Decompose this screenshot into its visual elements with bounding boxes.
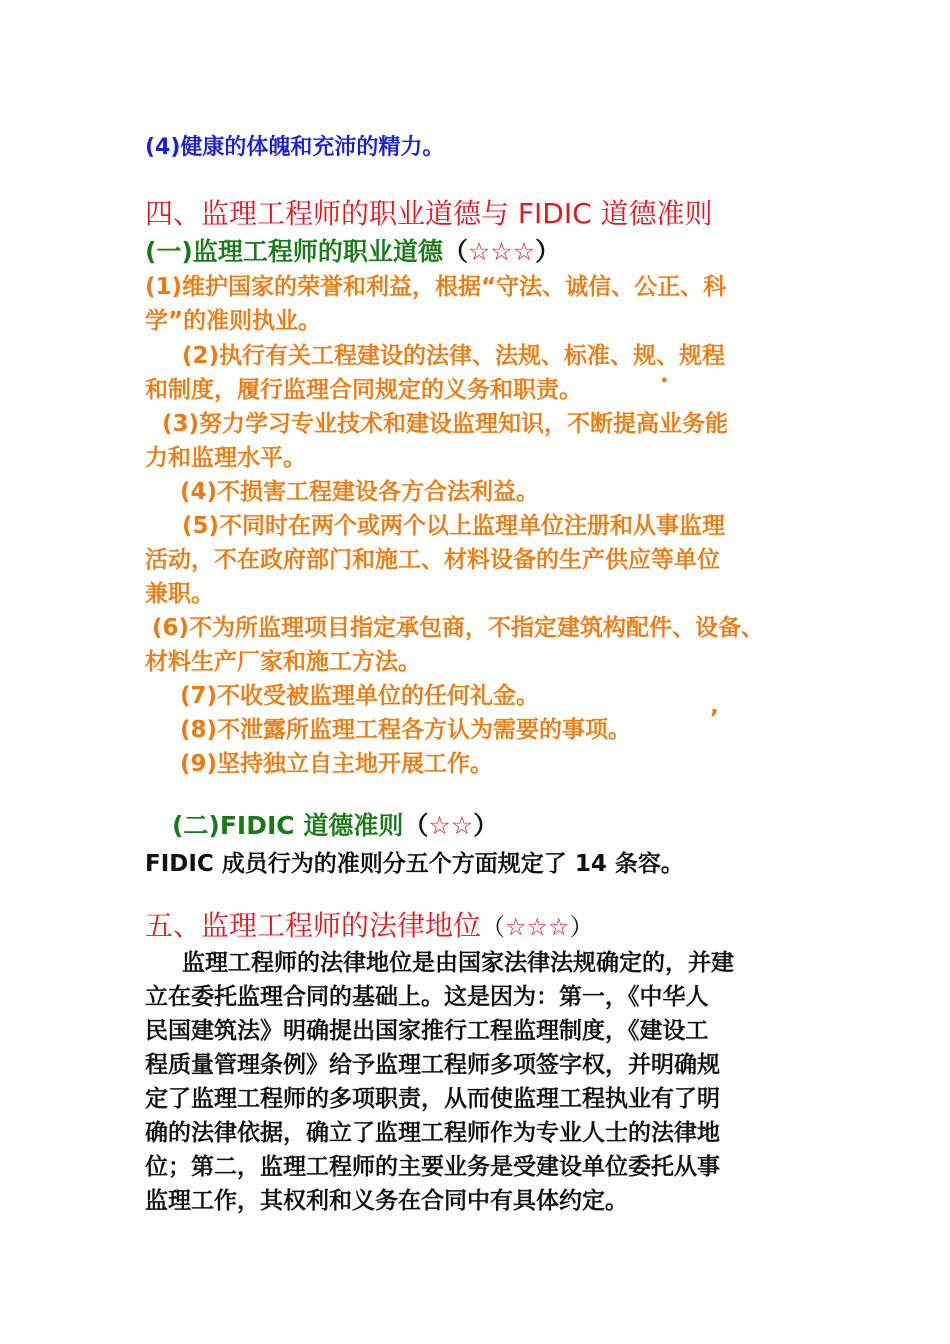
top-item: (4)健康的体魄和充沛的精力。: [145, 135, 445, 160]
ethics-line-9: 活动，不在政府部门和施工、材料设备的生产供应等单位: [145, 547, 720, 573]
legal-line-8: 监理工作，其权利和义务在合同中有具体约定。: [145, 1188, 628, 1214]
sub2-heading-line: [172, 806, 498, 842]
sub1-heading: (一)监理工程师的职业道德: [145, 237, 443, 266]
section4-heading: 四、监理工程师的职业道德与 FIDIC 道德准则: [145, 197, 713, 230]
sub2-stars: ☆☆: [428, 811, 474, 840]
legal-line-7: 位；第二，监理工程师的主要业务是受建设单位委托从事: [145, 1154, 720, 1180]
ethics-mark-dot: ·: [660, 368, 669, 394]
legal-line-5: 定了监理工程师的多项职责，从而使监理工程执业有了明: [145, 1086, 720, 1112]
legal-line-1: 监理工程师的法律地位是由国家法律法规确定的，并建: [182, 950, 734, 976]
ethics-line-5: (3)努力学习专业技术和建设监理知识，不断提高业务能: [162, 411, 729, 437]
sub2-paren-close: ）: [473, 811, 499, 840]
fidic-text: FIDIC 成员行为的准则分五个方面规定了 14 条容。: [145, 851, 684, 877]
ethics-mark-quote: ’: [710, 706, 719, 732]
sub1-stars: ☆☆☆: [467, 237, 536, 266]
ethics-line-14: (8)不泄露所监理工程各方认为需要的事项。: [180, 717, 632, 743]
ethics-line-2: 学”的准则执业。: [145, 308, 322, 334]
ethics-line-11: (6)不为所监理项目指定承包商，不指定建筑构配件、设备、: [152, 615, 765, 641]
legal-line-4: 程质量管理条例》给予监理工程师多项签字权，并明确规: [145, 1052, 720, 1078]
section5-stars: ☆☆☆: [505, 913, 570, 941]
legal-line-2: 立在委托监理合同的基础上。这是因为：第一，《中华人: [145, 984, 709, 1010]
ethics-line-10: 兼职。: [145, 581, 214, 607]
legal-line-6: 确的法律依据，确立了监理工程师作为专业人士的法律地: [145, 1120, 720, 1146]
sub2-heading: (二)FIDIC 道德准则: [172, 811, 404, 840]
section5-heading-line: [145, 904, 594, 944]
ethics-line-12: 材料生产厂家和施工方法。: [145, 649, 421, 675]
section5-paren-open: （: [481, 913, 506, 941]
ethics-line-8: (5)不同时在两个或两个以上监理单位注册和从事监理: [182, 513, 726, 539]
sub1-paren-close: ）: [535, 237, 561, 266]
ethics-line-3: (2)执行有关工程建设的法律、法规、标准、规、规程: [182, 343, 726, 369]
section5-paren-close: ）: [569, 913, 594, 941]
sub1-heading-line: [145, 232, 560, 268]
ethics-line-1: (1)维护国家的荣誉和利益，根据“守法、诚信、公正、科: [145, 274, 727, 300]
ethics-line-7: (4)不损害工程建设各方合法利益。: [180, 479, 540, 505]
ethics-line-6: 力和监理水平。: [145, 445, 306, 471]
section5-heading: 五、监理工程师的法律地位: [145, 909, 482, 942]
legal-line-3: 民国建筑法》明确提出国家推行工程监理制度，《建设工: [145, 1018, 709, 1044]
ethics-line-13: (7)不收受被监理单位的任何礼金。: [180, 683, 540, 709]
ethics-line-4: 和制度，履行监理合同规定的义务和职责。: [145, 377, 582, 403]
ethics-line-15: (9)坚持独立自主地开展工作。: [180, 751, 494, 777]
sub1-paren-open: （: [442, 237, 468, 266]
sub2-paren-open: （: [403, 811, 429, 840]
